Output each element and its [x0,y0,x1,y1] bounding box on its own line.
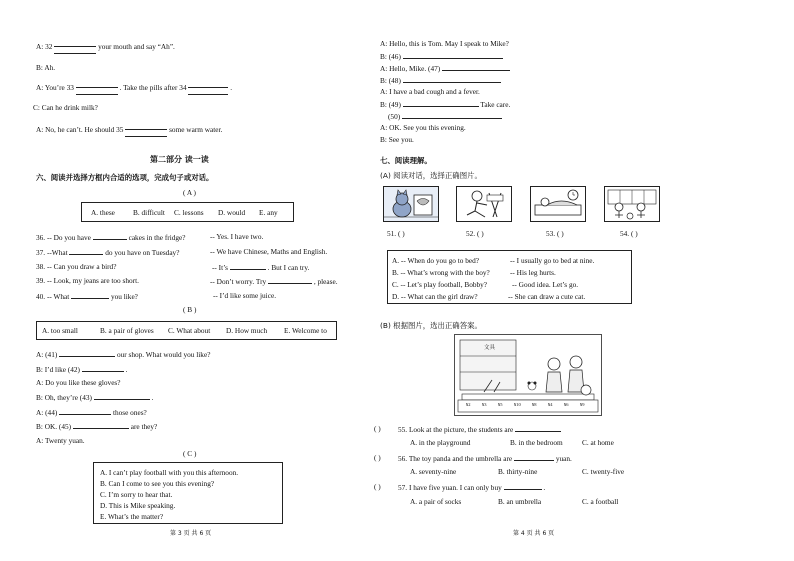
reply-39: -- Don’t worry. Try , please. [210,277,338,286]
phone-line: A: Hello, this is Tom. May I speak to Mike? [380,39,509,48]
answer-blank[interactable] [230,263,266,270]
dialogue-a-a: -- I usually go to bed at nine. [510,256,595,265]
option: A. too small [42,326,78,335]
option-57c[interactable]: C. a football [582,497,619,506]
option: E. What’s the matter? [100,512,164,521]
option-56b[interactable]: B. thirty-nine [498,467,538,476]
phone-line-49: B: (49) Take care. [380,100,511,109]
dialogue-d-a: -- She can draw a cute cat. [508,292,586,301]
phone-line-47: A: Hello, Mike. (47) [380,64,510,72]
price-tag: ¥9 [580,402,585,407]
answer-blank[interactable] [504,483,542,490]
price-tag: ¥10 [514,402,521,407]
option: D. would [218,208,246,217]
reply-38: -- It’s . But I can try. [212,263,310,272]
dialogue-a-q: A. -- When do you go to bed? [392,256,480,265]
option: C. lessons [174,208,204,217]
dialogue-line-32: A: 32 your mouth and say “Ah”. [36,42,175,51]
answer-53[interactable]: 53. ( ) [546,229,564,238]
question-57: 57. I have five yuan. I can only buy . [398,483,546,492]
answer-paren-57[interactable]: ( ) [374,482,381,491]
dialogue-b-a: -- His leg hurts. [510,268,556,277]
bed-illustration [531,187,585,221]
answer-blank[interactable] [268,277,312,284]
option: E. Welcome to [284,326,327,335]
question-39: 39. -- Look, my jeans are too short. [36,276,139,285]
group-b-option-box [36,321,337,340]
answer-blank[interactable] [93,233,127,240]
phone-line: A: I have a bad cough and a fever. [380,87,480,96]
answer-paren-56[interactable]: ( ) [374,453,381,462]
answer-blank[interactable] [59,350,115,357]
option-56c[interactable]: C. twenty-five [582,467,625,476]
price-tag: ¥8 [532,402,537,407]
option: D. This is Mike speaking. [100,501,176,510]
option: A. these [91,208,115,217]
reply-37: -- We have Chinese, Maths and English. [210,247,328,256]
price-tag: ¥4 [548,402,553,407]
dialogue-43: B: Oh, they’re (43) . [36,393,154,402]
answer-blank[interactable] [514,454,554,461]
cat-illustration [384,187,438,221]
answer-51[interactable]: 51. ( ) [387,229,405,238]
option: A. I can’t play football with you this afternoon. [100,468,239,477]
answer-blank[interactable] [403,76,501,83]
answer-blank[interactable] [515,425,561,432]
dialogue-line-35: A: No, he can’t. He should 35 some warm water. [36,125,223,134]
part-a-dialogue-box [387,250,632,304]
reply-36: -- Yes. I have two. [210,232,264,241]
dialogue-c-q: C. -- Let’s play football, Bobby? [392,280,488,289]
page-footer: 第 3 页 共 6 页 [170,530,212,537]
option: E. any [259,208,278,217]
dialogue-line: A: Do you like these gloves? [36,378,121,387]
group-c-label: ( C ) [183,449,197,458]
picture-bed [530,186,586,222]
phone-line: B: See you. [380,135,414,144]
option: C. What about [168,326,211,335]
group-c-option-box [93,462,283,524]
part-a-title: (A) 阅读对话，选择正确图片。 [380,171,482,180]
price-tag: ¥3 [482,402,487,407]
question-36: 36. -- Do you have cakes in the fridge? [36,233,186,242]
question-55: 55. Look at the picture, the students are [398,425,561,433]
picture-cat [383,186,439,222]
answer-blank[interactable] [69,248,103,255]
option-57b[interactable]: B. an umbrella [498,497,542,506]
dialogue-line-c: C: Can he drink milk? [33,103,98,112]
dialogue-45: B: OK. (45) are they? [36,422,158,431]
option-55b[interactable]: B. in the bedroom [510,438,563,447]
question-56: 56. The toy panda and the umbrella are yuan. [398,454,572,463]
dialogue-line: A: Twenty yuan. [36,436,85,445]
football-illustration [605,187,659,221]
part-title: 第二部分 读一读 [150,155,209,164]
dialogue-42: B: I’d like (42) . [36,365,128,374]
phone-line: A: OK. See you this evening. [380,123,466,132]
reply-40: -- I’d like some juice. [213,291,277,300]
answer-blank[interactable] [73,422,129,429]
option-56a[interactable]: A. seventy-nine [410,467,457,476]
dialogue-line-33-34: A: You’re 33 . Take the pills after 34 . [36,83,233,92]
answer-blank[interactable] [402,112,502,119]
price-tag: ¥6 [564,402,569,407]
question-38: 38. -- Can you draw a bird? [36,262,117,271]
price-tag: ¥5 [498,402,503,407]
page-footer: 第 4 页 共 6 页 [513,530,555,537]
group-a-option-box [81,202,294,222]
dialogue-c-a: -- Good idea. Let’s go. [512,280,579,289]
dialogue-b-q: B. -- What’s wrong with the boy? [392,268,490,277]
dialogue-line-b: B: Ah. [36,63,56,72]
option: D. How much [226,326,268,335]
picture-football [604,186,660,222]
answer-blank[interactable] [442,64,510,71]
dialogue-d-q: D. -- What can the girl draw? [392,292,478,301]
answer-paren-55[interactable]: ( ) [374,424,381,433]
answer-54[interactable]: 54. ( ) [620,229,638,238]
section7-title: 七、阅读理解。 [380,156,432,165]
answer-blank[interactable] [94,393,150,400]
picture-stationery-shop [454,334,602,416]
phone-line-46: B: (46) [380,52,503,60]
answer-blank[interactable] [403,100,479,107]
option-55c[interactable]: C. at home [582,438,614,447]
question-40: 40. -- What you like? [36,292,138,301]
option-57a[interactable]: A. a pair of socks [410,497,462,506]
answer-blank[interactable] [82,365,124,372]
answer-52[interactable]: 52. ( ) [466,229,484,238]
phone-line-50: (50) [388,112,502,120]
option: B. a pair of gloves [100,326,154,335]
answer-blank[interactable] [59,408,111,415]
boy-illustration [457,187,511,221]
picture-hurt-leg [456,186,512,222]
answer-blank[interactable] [71,292,109,299]
option-55a[interactable]: A. in the playground [410,438,471,447]
phone-line-48: B: (48) [380,76,501,84]
option: B. difficult [133,208,165,217]
question-37: 37. --What do you have on Tuesday? [36,248,180,257]
group-b-label: ( B ) [183,305,197,314]
price-tag: ¥2 [466,402,471,407]
shop-sign: 文具 [484,345,496,351]
option: B. Can I come to see you this evening? [100,479,215,488]
option: C. I’m sorry to hear that. [100,490,173,499]
dialogue-41: A: (41) our shop. What would you like? [36,350,211,359]
answer-blank[interactable] [403,52,503,59]
section6-title: 六、阅读并选择方框内合适的选项，完成句子或对话。 [36,173,214,182]
part-b-title: (B) 根据图片，选出正确答案。 [380,321,482,330]
group-a-label: ( A ) [183,188,196,197]
dialogue-44: A: (44) those ones? [36,408,147,417]
